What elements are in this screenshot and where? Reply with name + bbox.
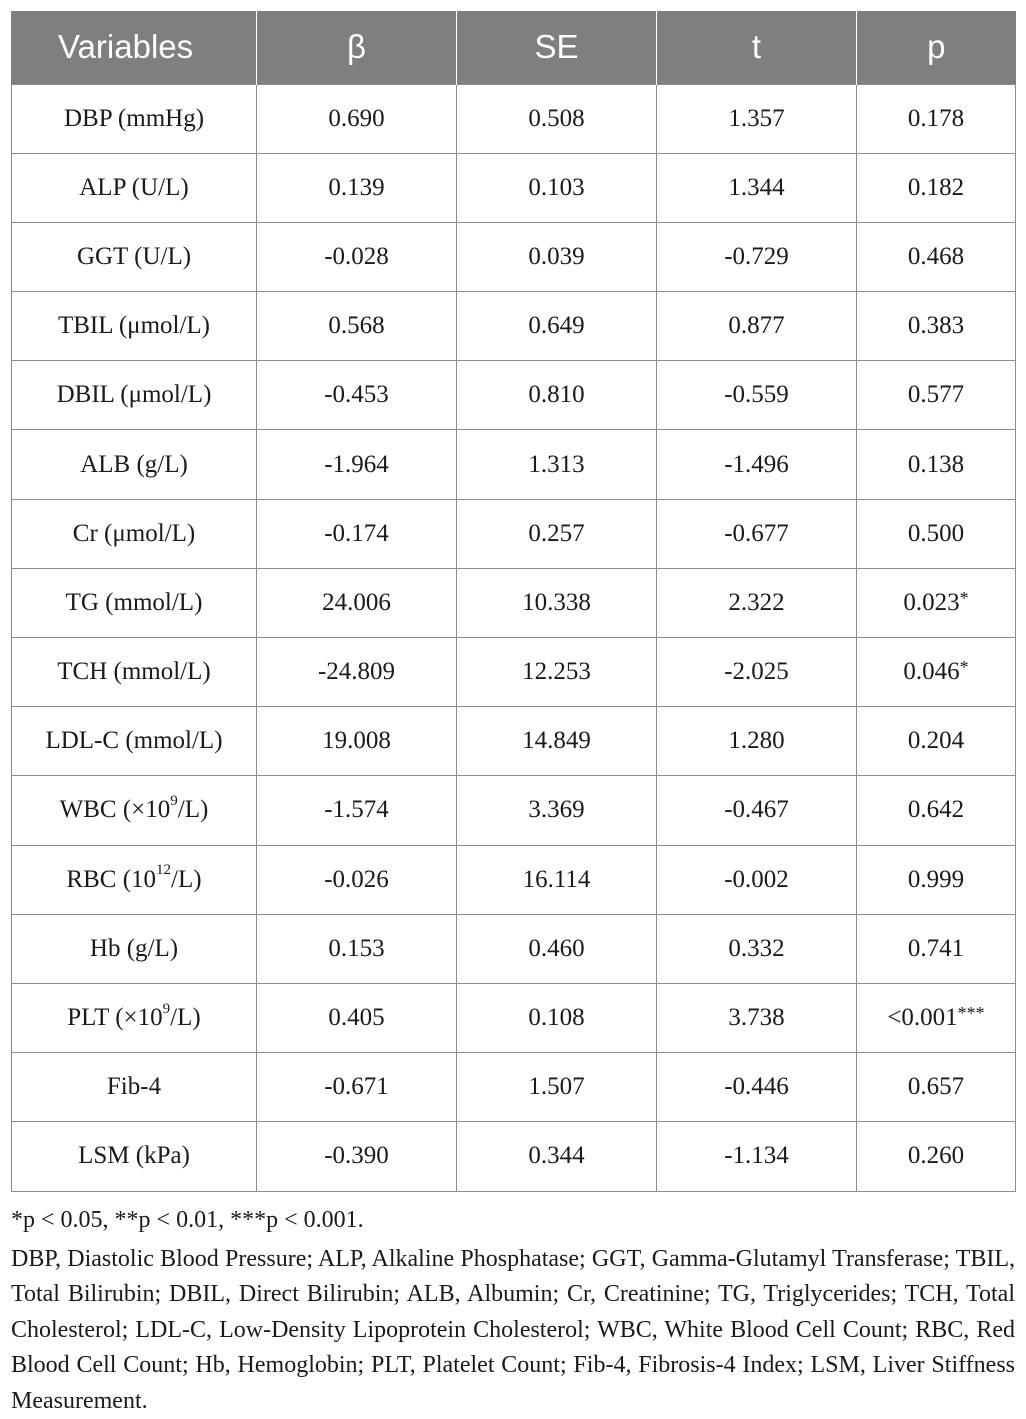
table-row (12, 914, 1016, 983)
significance-note: *p < 0.05, **p < 0.01, ***p < 0.001. (11, 1203, 1015, 1239)
variable-label: LDL-C (mmol/L) (45, 727, 222, 754)
cell-t: -0.446 (657, 1053, 857, 1122)
cell-p (857, 845, 1016, 914)
cell-t: 0.877 (657, 292, 857, 361)
table-row (12, 1053, 1016, 1122)
table-row (12, 292, 1016, 361)
variable-label: LSM (kPa) (78, 1142, 190, 1169)
cell-t: -0.677 (657, 499, 857, 568)
variable-label: DBP (mmHg) (64, 105, 204, 132)
significance-marker: * (960, 588, 969, 608)
cell-variable (12, 983, 257, 1052)
variable-label: WBC (×10 (60, 796, 171, 823)
variable-unit-suffix: /L) (170, 1004, 201, 1031)
significance-marker: * (960, 657, 969, 677)
cell-se: 0.810 (457, 361, 657, 430)
p-value: 0.383 (908, 312, 964, 339)
cell-t: 2.322 (657, 568, 857, 637)
table-row (12, 638, 1016, 707)
header-t: t (657, 11, 857, 84)
cell-beta: -0.174 (257, 499, 457, 568)
header-row (12, 11, 1016, 84)
cell-variable (12, 914, 257, 983)
p-value: 0.657 (908, 1073, 964, 1100)
cell-se: 0.649 (457, 292, 657, 361)
cell-se: 1.507 (457, 1053, 657, 1122)
cell-p (857, 222, 1016, 291)
regression-table-container (11, 11, 1015, 1192)
cell-beta: 24.006 (257, 568, 457, 637)
table-row (12, 1122, 1016, 1191)
cell-se: 0.460 (457, 914, 657, 983)
cell-t: -0.002 (657, 845, 857, 914)
table-row (12, 983, 1016, 1052)
cell-se: 16.114 (457, 845, 657, 914)
p-value: 0.204 (908, 727, 964, 754)
cell-p (857, 776, 1016, 845)
cell-beta: 0.153 (257, 914, 457, 983)
cell-variable (12, 292, 257, 361)
cell-t: -0.729 (657, 222, 857, 291)
header-beta: β (257, 11, 457, 84)
cell-p (857, 568, 1016, 637)
p-value: 0.260 (908, 1142, 964, 1169)
cell-beta: 0.405 (257, 983, 457, 1052)
variable-label: TCH (mmol/L) (57, 658, 210, 685)
cell-beta: -0.028 (257, 222, 457, 291)
cell-variable (12, 84, 257, 153)
cell-beta: -0.026 (257, 845, 457, 914)
cell-p (857, 707, 1016, 776)
cell-beta: 19.008 (257, 707, 457, 776)
cell-beta: 0.568 (257, 292, 457, 361)
p-value: 0.468 (908, 243, 964, 270)
cell-se: 0.108 (457, 983, 657, 1052)
cell-t: -0.559 (657, 361, 857, 430)
variable-label: Cr (μmol/L) (73, 520, 195, 547)
header-p: p (857, 11, 1016, 84)
cell-p (857, 914, 1016, 983)
table-row (12, 568, 1016, 637)
table-row (12, 222, 1016, 291)
cell-p (857, 1122, 1016, 1191)
p-value: 0.500 (908, 520, 964, 547)
table-row (12, 361, 1016, 430)
cell-p (857, 499, 1016, 568)
variable-exponent: 9 (170, 793, 178, 809)
p-value: 0.023 (903, 589, 959, 616)
cell-p (857, 84, 1016, 153)
p-value: 0.178 (908, 105, 964, 132)
cell-t: 0.332 (657, 914, 857, 983)
variable-label: DBIL (μmol/L) (57, 381, 212, 408)
table-row (12, 707, 1016, 776)
cell-t: -1.134 (657, 1122, 857, 1191)
cell-p (857, 361, 1016, 430)
p-value: 0.999 (908, 866, 964, 893)
p-value: 0.182 (908, 174, 964, 201)
variable-label: TG (mmol/L) (66, 589, 203, 616)
p-value: <0.001 (887, 1004, 957, 1031)
cell-t: 1.280 (657, 707, 857, 776)
p-value: 0.577 (908, 381, 964, 408)
cell-variable (12, 361, 257, 430)
variable-label: ALB (g/L) (80, 451, 188, 478)
cell-variable (12, 1053, 257, 1122)
table-row (12, 430, 1016, 499)
cell-se: 3.369 (457, 776, 657, 845)
variable-label: Hb (g/L) (90, 935, 178, 962)
cell-p (857, 1053, 1016, 1122)
cell-p (857, 153, 1016, 222)
variable-label: TBIL (μmol/L) (58, 312, 210, 339)
regression-table (11, 11, 1016, 1192)
cell-t: -2.025 (657, 638, 857, 707)
cell-variable (12, 707, 257, 776)
cell-t: 1.357 (657, 84, 857, 153)
table-row (12, 84, 1016, 153)
variable-label: ALP (U/L) (79, 174, 188, 201)
cell-variable (12, 153, 257, 222)
variable-exponent: 12 (156, 862, 171, 878)
cell-se: 0.039 (457, 222, 657, 291)
cell-se: 0.257 (457, 499, 657, 568)
cell-beta: 0.139 (257, 153, 457, 222)
variable-label: PLT (×10 (67, 1004, 162, 1031)
cell-variable (12, 568, 257, 637)
cell-se: 1.313 (457, 430, 657, 499)
cell-variable (12, 499, 257, 568)
cell-t: -1.496 (657, 430, 857, 499)
variable-unit-suffix: /L) (178, 796, 209, 823)
p-value: 0.642 (908, 796, 964, 823)
cell-se: 0.344 (457, 1122, 657, 1191)
cell-se: 10.338 (457, 568, 657, 637)
table-row (12, 776, 1016, 845)
p-value: 0.138 (908, 451, 964, 478)
cell-beta: 0.690 (257, 84, 457, 153)
cell-t: 1.344 (657, 153, 857, 222)
cell-p (857, 983, 1016, 1052)
header-se: SE (457, 11, 657, 84)
cell-se: 0.508 (457, 84, 657, 153)
significance-marker: *** (958, 1003, 985, 1023)
table-footnotes (11, 1203, 1015, 1419)
header-variables: Variables (12, 11, 257, 84)
cell-beta: -0.453 (257, 361, 457, 430)
variable-label: GGT (U/L) (77, 243, 191, 270)
cell-variable (12, 776, 257, 845)
abbreviations-note: DBP, Diastolic Blood Pressure; ALP, Alkaline Phosphatase; GGT, Gamma-Glutamyl Transferase; TBIL, Total Bilirubin; DBIL, Direct Bilirubin; ALB, Albumin; Cr, Creatinine; TG, Triglycerides; TCH, Total Cholesterol; LDL-C, Low-Density Lipoprotein Cholesterol; WBC, White Blood Cell Count; RBC, Red Blood Cell Count; Hb, Hemoglobin; PLT, Platelet Count; Fib-4, Fibrosis-4 Index; LSM, Liver Stiffness Measurement. (11, 1242, 1015, 1419)
variable-unit-suffix: /L) (171, 866, 202, 893)
cell-beta: -24.809 (257, 638, 457, 707)
cell-beta: -0.671 (257, 1053, 457, 1122)
cell-p (857, 430, 1016, 499)
table-row (12, 153, 1016, 222)
cell-p (857, 292, 1016, 361)
p-value: 0.046 (903, 658, 959, 685)
variable-label: RBC (10 (66, 866, 156, 893)
cell-t: 3.738 (657, 983, 857, 1052)
table-row (12, 845, 1016, 914)
cell-beta: -0.390 (257, 1122, 457, 1191)
cell-se: 0.103 (457, 153, 657, 222)
variable-exponent: 9 (163, 1001, 171, 1017)
cell-p (857, 638, 1016, 707)
p-value: 0.741 (908, 935, 964, 962)
cell-beta: -1.964 (257, 430, 457, 499)
table-row (12, 499, 1016, 568)
table-body (12, 84, 1016, 1191)
cell-variable (12, 1122, 257, 1191)
cell-t: -0.467 (657, 776, 857, 845)
variable-label: Fib-4 (107, 1073, 161, 1100)
cell-se: 14.849 (457, 707, 657, 776)
cell-variable (12, 638, 257, 707)
cell-variable (12, 222, 257, 291)
table-header (12, 11, 1016, 84)
cell-variable (12, 430, 257, 499)
cell-variable (12, 845, 257, 914)
cell-se: 12.253 (457, 638, 657, 707)
cell-beta: -1.574 (257, 776, 457, 845)
